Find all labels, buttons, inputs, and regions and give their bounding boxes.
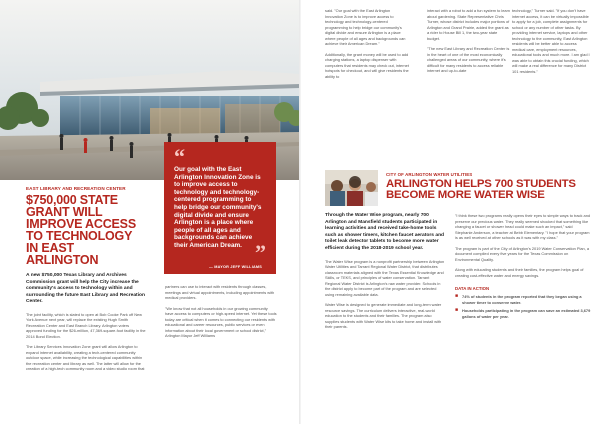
section-label: CITY OF ARLINGTON WATER UTILITIES — [386, 172, 473, 177]
open-quote-icon: “ — [174, 144, 185, 169]
square-bullet-icon: ■ — [455, 307, 459, 313]
pull-quote-text: Our goal with the East Arlington Innovation Zone is to improve access to technology and technology-centered programming to help bridge our community's digital divide and ensure Arlington is a place where people of all ages and backgrounds can achieve their American Dream. — [174, 166, 262, 249]
article-body-continued — [165, 284, 277, 339]
article-headline: ARLINGTON HELPS 700 STUDENTS BECOME MORE WATER WISE — [386, 178, 576, 201]
data-item-text: 74% of students in the program reported that they began using a shower timer to conserve water. — [462, 294, 582, 305]
paragraph: Along with educating students and their families, the program helps goal of creating cost-effective water and energy savings. — [455, 267, 584, 278]
paragraph: The Water Wise program is a nonprofit partnership between Arlington Water Utilities and Tarrant Regional Water District, that distributes classroom materials aligned with the Texas Essential Knowledge and Skills, or TEKS, and principles of water conservation. Tarrant Regional Water District is Arlington's raw water provider. Schools in the district apply to become part of the program and are selected using remaining available data. — [325, 258, 445, 297]
article-body — [455, 213, 591, 278]
article-body — [325, 259, 445, 330]
water-article-right — [455, 213, 591, 322]
list-item — [455, 308, 591, 319]
paragraph: "The new East Library and Recreation Center is in the heart of one of the most economically challenged areas of our community, where it's difficult for many residents to access reliable internet and up-to-date — [427, 46, 510, 73]
article-lede: A new $750,000 Texas Library and Archives Commission grant will help the City increase the community's access to technology within and surrounding the future East Library and Recreation Center. — [26, 273, 146, 305]
article-headline: $750,000 STATE GRANT WILL IMPROVE ACCESS TO TECHNOLOGY IN EAST ARLINGTON — [26, 193, 136, 267]
paragraph: The Library Services Innovation Zone grant will allow Arlington to expand internet availability, creating a tech-centered community outdoor space, while increasing the technological capabilities within the recreation center and library as well. The latter will allow for the creation of a high-tech community room and a video studio room that — [26, 344, 145, 372]
close-quote-icon: ” — [255, 240, 266, 265]
article-body — [26, 312, 146, 372]
square-bullet-icon: ■ — [455, 293, 459, 299]
paragraph: said. "Our goal with the East Arlington Innovation Zone is to improve access to technology and technology-centered programming to help bridge our community's digital divide and ensure Arlington is a place where people of all ages and backgrounds can achieve their American Dream." — [325, 8, 406, 46]
data-item-text: Households participating in the program can save an estimated 3,679 gallons of water per year. — [462, 308, 591, 319]
section-label: EAST LIBRARY AND RECREATION CENTER — [26, 186, 126, 191]
paragraph: "We know that not all households in our growing community have access to computers or high-speed internet. Yet these tools today are critical when it comes to connecting our residents with educational and career resources, public services or even information about their local government or school district," Arlington Mayor Jeff Williams — [165, 305, 277, 338]
article-body-continued — [325, 8, 409, 79]
water-article-header — [386, 172, 591, 201]
pull-quote — [164, 142, 276, 274]
article-body-continued — [512, 8, 590, 74]
list-item — [455, 294, 591, 305]
paragraph: technology," Turner said. "If you don't have internet access, it can be virtually impossible to apply for a job, complete assignments for school or any number of other tasks. By providing internet service, laptops and other technology to the community, East Arlington residents will be better able to access medical care, employment resources, educational tools and much more. I am glad I was able to obtain this crucial funding, which will make a real difference for many District 101 residents." — [512, 8, 590, 74]
students-photo — [325, 170, 378, 206]
paragraph: partners can use to interact with residents through classes, meetings and virtual appointments, including appointments with medical providers. — [165, 284, 275, 300]
data-in-action-title: DATA IN ACTION — [455, 286, 490, 291]
paragraph: Additionally, the grant money will be used to add charging stations, a laptop dispenser with computers that residents may check out, internet hotspots for checkout, and will give residents the ability to — [325, 51, 409, 79]
water-article-left — [325, 213, 445, 330]
paragraph: The program is part of the City of Arlington's 2019 Water Conservation Plan, a document compiled every five years for the Texas Commission on Environmental Quality. — [455, 245, 590, 262]
paragraph: The joint facility, which is slated to open at Bob Cooke Park off New York Avenue next year, will replace the existing Hugh Smith Recreation Center and East Branch Library. Arlington voters approved funding for the $26-million, 47,369-square-foot facility in the 2014 Bond Election. — [26, 311, 146, 339]
pull-quote-attribution: — MAYOR JEFF WILLIAMS — [209, 265, 262, 269]
data-in-action-list — [455, 294, 591, 319]
library-article-intro — [26, 186, 146, 372]
paragraph: interact with a robot to add a fun system to learn about gardening. State Representative Chris Turner, whose district includes major portions of Arlington and Grand Prairie, added the grant as a rider to House Bill 1, the two-year state budget. — [427, 8, 511, 41]
article-lede: Through the Water Wise program, nearly 700 Arlington and Mansfield students participated in learning activities and received take-home tools such as shower timers, kitchen faucet aerators and toilet leak detector tablets to become more water efficient during the 2018-2019 school year. — [325, 213, 445, 251]
paragraph: Water Wise is designed to generate immediate and long-term water resource savings. The curriculum delivers interactive, real-world education to the students and their families. The program also supplies students with Water Wise kits to take home and install with their parents. — [325, 302, 442, 330]
page-gutter — [299, 0, 301, 424]
paragraph: "I think these two programs really opens their eyes to simple ways to track and preserve our precious water. They really seemed shocked that something like changing a faucet or shower head could make such an impact," said Stephanie Anderson, a teacher at Bebb Elementary. "I hope that your program is as well received at other schools as it was with my class." — [455, 213, 591, 240]
article-body-continued — [427, 8, 511, 74]
